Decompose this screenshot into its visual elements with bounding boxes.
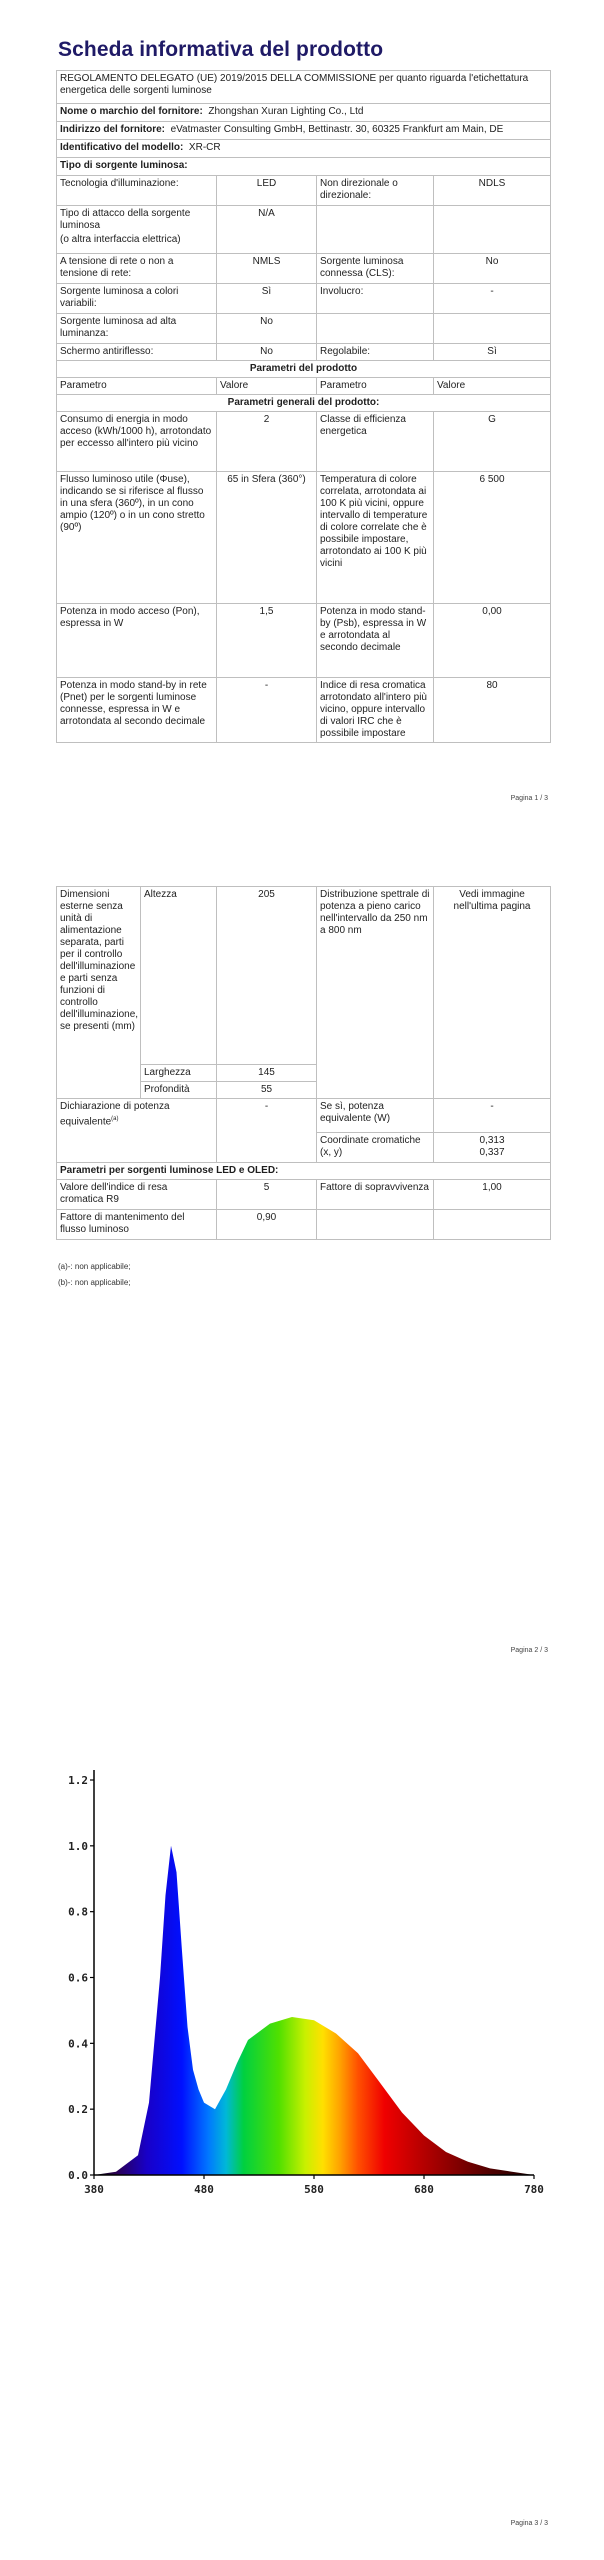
colour-label: Sorgente luminosa a colori variabili: [57, 284, 217, 314]
cap-label: Tipo di attacco della sorgente luminosa [60, 208, 191, 231]
y-tick-label: 0.0 [68, 2169, 88, 2182]
y-tick-label: 0.8 [68, 1905, 88, 1919]
pnet-label: Potenza in modo stand-by in rete (Pnet) per le sorgenti luminose connesse, espressa in W e arrotondata al secondo decimale [57, 678, 217, 743]
width-label: Larghezza [141, 1065, 217, 1082]
cap-sub: (o altra interfaccia elettrica) [60, 234, 181, 245]
dim-value: Sì [434, 344, 551, 361]
class-value: G [434, 412, 551, 472]
cap-cell [57, 206, 217, 254]
page-2-footer: Pagina 2 / 3 [510, 1647, 548, 1654]
supplier-name-row [57, 104, 551, 122]
height-value: 205 [217, 887, 317, 1065]
col-param-2: Parametro [317, 378, 434, 395]
depth-label: Profondità [141, 1082, 217, 1099]
equiv-w-value: - [434, 1099, 551, 1133]
page-1-footer: Pagina 1 / 3 [510, 795, 548, 802]
dim-label: Regolabile: [317, 344, 434, 361]
survival-label: Fattore di sopravvivenza [317, 1180, 434, 1210]
page-1 [0, 0, 604, 830]
general-title: Parametri generali del prodotto: [57, 395, 551, 412]
cri-value: 80 [434, 678, 551, 743]
energy-value: 2 [217, 412, 317, 472]
hl-label: Sorgente luminosa ad alta luminanza: [57, 314, 217, 344]
spectrum-area [94, 1846, 534, 2175]
page-3-footer: Pagina 3 / 3 [510, 2520, 548, 2527]
maint-value: 0,90 [217, 1210, 317, 1240]
glare-value: No [217, 344, 317, 361]
supplier-address-row [57, 122, 551, 140]
psb-label: Potenza in modo stand-by (Psb), espressa in W e arrotondata al secondo decimale [317, 604, 434, 678]
supplier-address: eVatmaster Consulting GmbH, Bettinastr. 30, 60325 Frankfurt am Main, DE [170, 124, 504, 135]
flux-label: Flusso luminoso utile (Φuse), indicando se si riferisce al flusso in una sfera (360º), in un cono ampio (120º) o in un cono stretto (90º) [57, 472, 217, 604]
equiv-value: - [217, 1099, 317, 1163]
envelope-value: - [434, 284, 551, 314]
regulation-text: REGOLAMENTO DELEGATO (UE) 2019/2015 DELLA COMMISSIONE per quanto riguarda l'etichettatura energetica delle sorgenti luminose [57, 71, 551, 104]
maint-label: Fattore di mantenimento del flusso luminoso [57, 1210, 217, 1240]
dims-label: Dimensioni esterne senza unità di alimentazione separata, parti per il controllo dell'illuminazione e parti senza funzioni di controllo dell'illuminazione, se presenti (mm) [57, 887, 141, 1099]
equiv-w-label: Se sì, potenza equivalente (W) [317, 1099, 434, 1133]
footnote-b: (b)-: non applicabile; [58, 1278, 131, 1287]
chroma-y: 0,337 [479, 1147, 505, 1158]
pon-value: 1,5 [217, 604, 317, 678]
chroma-values [434, 1133, 551, 1163]
envelope-label: Involucro: [317, 284, 434, 314]
chroma-x: 0,313 [479, 1135, 505, 1146]
x-tick-label: 680 [414, 2183, 434, 2196]
mains-value: NMLS [217, 254, 317, 284]
tech-value: LED [217, 176, 317, 206]
plot-area [68, 1770, 544, 2196]
product-info-table [56, 70, 551, 743]
width-value: 145 [217, 1065, 317, 1082]
spectrum-chart-svg [54, 1745, 550, 2235]
supplier-name: Zhongshan Xuran Lighting Co., Ltd [208, 106, 364, 117]
cct-value: 6 500 [434, 472, 551, 604]
depth-value: 55 [217, 1082, 317, 1099]
col-value-2: Valore [434, 378, 551, 395]
colour-value: Sì [217, 284, 317, 314]
supplier-address-label: Indirizzo del fornitore: [60, 124, 165, 135]
class-label: Classe di efficienza energetica [317, 412, 434, 472]
spd-value: Vedi immagine nell'ultima pagina [434, 887, 551, 1099]
tech-label: Tecnologia d'illuminazione: [57, 176, 217, 206]
x-tick-label: 780 [524, 2183, 544, 2196]
spectrum-chart [54, 1745, 550, 2235]
source-type-label: Tipo di sorgente luminosa: [57, 158, 551, 176]
y-tick-label: 0.4 [68, 2037, 88, 2051]
nondir-label: Non direzionale o direzionale: [317, 176, 434, 206]
y-tick-label: 0.6 [68, 1971, 88, 1985]
model-row [57, 140, 551, 158]
pon-label: Potenza in modo acceso (Pon), espressa in W [57, 604, 217, 678]
hl-value: No [217, 314, 317, 344]
page-3 [0, 1690, 604, 2560]
model-label: Identificativo del modello: [60, 142, 184, 153]
led-title: Parametri per sorgenti luminose LED e OLED: [57, 1163, 551, 1180]
mains-label: A tensione di rete o non a tensione di rete: [57, 254, 217, 284]
footnote-a: (a)-: non applicabile; [58, 1262, 131, 1271]
y-tick-label: 1.0 [68, 1839, 88, 1853]
flux-value: 65 in Sfera (360°) [217, 472, 317, 604]
survival-value: 1,00 [434, 1180, 551, 1210]
col-value-1: Valore [217, 378, 317, 395]
supplier-name-label: Nome o marchio del fornitore: [60, 106, 203, 117]
spd-label: Distribuzione spettrale di potenza a pieno carico nell'intervallo da 250 nm a 800 nm [317, 887, 434, 1099]
chroma-label: Coordinate cromatiche (x, y) [317, 1133, 434, 1163]
height-label: Altezza [141, 887, 217, 1065]
nondir-value: NDLS [434, 176, 551, 206]
glare-label: Schermo antiriflesso: [57, 344, 217, 361]
r9-label: Valore dell'indice di resa cromatica R9 [57, 1180, 217, 1210]
equiv-label: Dichiarazione di potenza equivalente [60, 1101, 170, 1128]
page-2 [0, 830, 604, 1690]
model-id: XR-CR [188, 142, 221, 153]
psb-value: 0,00 [434, 604, 551, 678]
equiv-cell: Dichiarazione di potenza equivalente$^{(a)}$ [57, 1099, 217, 1163]
cri-label: Indice di resa cromatica arrotondato all'intero più vicino, oppure intervallo di valori IRC che è possibile impostare [317, 678, 434, 743]
product-info-table-cont [56, 886, 551, 1240]
y-tick-label: 1.2 [68, 1774, 88, 1787]
r9-value: 5 [217, 1180, 317, 1210]
x-tick-label: 580 [304, 2183, 324, 2196]
x-tick-label: 380 [84, 2183, 104, 2196]
cct-label: Temperatura di colore correlata, arrotondata ai 100 K più vicini, oppure intervallo di temperature di colore correlate che è possibile impostare, arrotondato ai 100 K più vicini [317, 472, 434, 604]
pnet-value: - [217, 678, 317, 743]
energy-label: Consumo di energia in modo acceso (kWh/1000 h), arrotondato per eccesso all'intero più vicino [57, 412, 217, 472]
page-title: Scheda informativa del prodotto [58, 38, 384, 61]
x-tick-label: 480 [194, 2183, 214, 2196]
y-tick-label: 0.2 [68, 2103, 88, 2117]
cap-value: N/A [217, 206, 317, 254]
cls-value: No [434, 254, 551, 284]
params-title: Parametri del prodotto [57, 361, 551, 378]
col-param-1: Parametro [57, 378, 217, 395]
cls-label: Sorgente luminosa connessa (CLS): [317, 254, 434, 284]
